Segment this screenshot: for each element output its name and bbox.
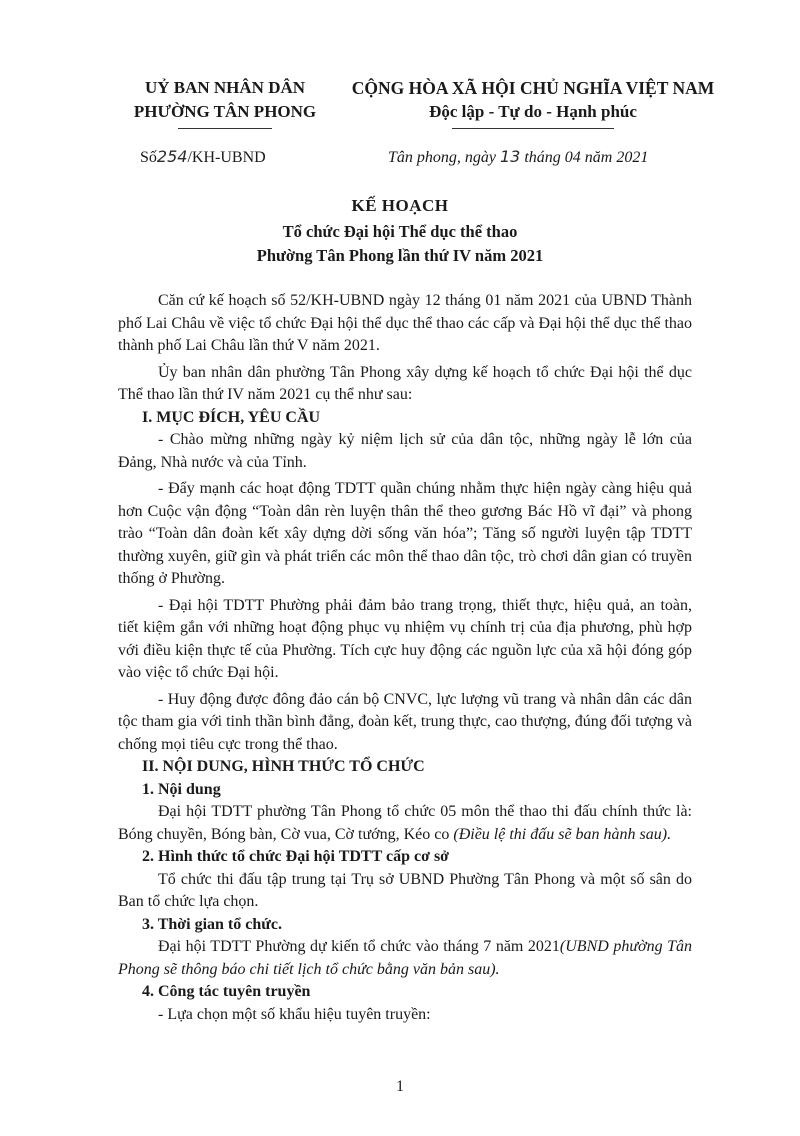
paragraph-format: Tổ chức thi đấu tập trung tại Trụ sở UBND Phường Tân Phong và một số sân do Ban tổ chức lựa chọn. (118, 870, 692, 910)
document-subtitle-1: Tổ chức Đại hội Thể dục thể thao (282, 222, 518, 241)
paragraph-purpose-1: - Chào mừng những ngày kỷ niệm lịch sử của dân tộc, những ngày lễ lớn của Đảng, Nhà nước và của Tỉnh. (118, 431, 692, 471)
document-body (118, 290, 692, 1026)
national-header (338, 76, 728, 124)
doc-number-prefix: Số (140, 149, 157, 166)
paragraph-intro: Ủy ban nhân dân phường Tân Phong xây dựng kế hoạch tổ chức Đại hội thể dục Thể thao lần thứ IV năm 2021 cụ thể như sau: (118, 363, 692, 403)
heading-propaganda: 4. Công tác tuyên truyền (142, 983, 311, 1000)
content-text: Đại hội TDTT phường Tân Phong tổ chức 05 môn thể thao thi đấu chính thức là: Bóng chuyền, Bóng bàn, Cờ vua, Cờ tướng, Kéo co (118, 803, 692, 843)
paragraph-purpose-3: - Đại hội TDTT Phường phải đảm bảo trang trọng, thiết thực, hiệu quả, an toàn, tiết kiệm gắn với những hoạt động phục vụ nhiệm vụ chính trị của địa phương, phù hợp với điều kiện thực tế của Phường. Tích cực huy động các nguồn lực của xã hội đóng góp vào việc tổ chức Đại hội. (118, 596, 692, 681)
paragraph-purpose-2: - Đẩy mạnh các hoạt động TDTT quần chúng nhằm thực hiện ngày càng hiệu quả hơn Cuộc vận động “Toàn dân rèn luyện thân thể theo gương Bác Hồ vĩ đại” và phong trào “Toàn dân đoàn kết xây dựng dời sống văn hóa”; Tăng số người luyện tập TDTT thường xuyên, giữ gìn và phát triển các môn thể thao dân tộc, trò chơi dân gian có truyền thống ở Phường. (118, 480, 692, 587)
issuing-organization (100, 76, 350, 124)
paragraph-legal-basis: Căn cứ kế hoạch số 52/KH-UBND ngày 12 tháng 01 năm 2021 của UBND Thành phố Lai Châu về việc tổ chức Đại hội thể dục thể thao các cấp và Đại hội thể dục thể thao thành phố Lai Châu lần thứ V năm 2021. (118, 292, 692, 354)
national-motto: Độc lập - Tự do - Hạnh phúc (429, 102, 637, 121)
content-note: (Điều lệ thi đấu sẽ ban hành sau). (453, 825, 672, 843)
motto-underline (452, 128, 614, 129)
time-text: Đại hội TDTT Phường dự kiến tổ chức vào tháng 7 năm 2021 (158, 938, 560, 955)
date-suffix: tháng 04 năm 2021 (524, 149, 649, 166)
org-line-2: PHƯỜNG TÂN PHONG (133, 102, 317, 121)
date-prefix: Tân phong, ngày (388, 149, 496, 166)
document-date (388, 147, 648, 167)
heading-time: 3. Thời gian tổ chức. (142, 915, 282, 933)
org-line-1: UỶ BAN NHÂN DÂN (144, 78, 306, 97)
doc-number-suffix: /KH-UBND (187, 149, 266, 166)
page-number: 1 (396, 1078, 404, 1095)
heading-section-1: I. MỤC ĐÍCH, YÊU CẦU (142, 408, 321, 426)
time-note: (UBND phường Tân Phong sẽ thông báo chi tiết lịch tổ chức bằng văn bản sau). (118, 938, 693, 978)
heading-section-2: II. NỘI DUNG, HÌNH THỨC TỔ CHỨC (142, 758, 425, 775)
document-number (140, 147, 266, 167)
document-subtitle-2: Phường Tân Phong lần thứ IV năm 2021 (256, 246, 544, 265)
heading-format: 2. Hình thức tổ chức Đại hội TDTT cấp cơ sở (142, 848, 450, 865)
heading-content: 1. Nội dung (142, 780, 221, 798)
doc-number-handwritten: 254 (156, 147, 188, 166)
date-day-handwritten: 13 (500, 147, 521, 166)
paragraph-time (118, 936, 692, 981)
nation-name: CỘNG HÒA XÃ HỘI CHỦ NGHĨA VIỆT NAM (351, 78, 715, 98)
paragraph-propaganda: - Lựa chọn một số khẩu hiệu tuyên truyền: (158, 1005, 431, 1023)
paragraph-purpose-4: - Huy động được đông đảo cán bộ CNVC, lực lượng vũ trang và nhân dân các dân tộc tham gia với tinh thần bình đẳng, đoàn kết, trung thực, cao thượng, đúng đối tượng và chống mọi tiêu cực trong thể thao. (118, 690, 692, 753)
org-underline (178, 128, 272, 129)
document-type-title: KẾ HOẠCH (351, 196, 449, 215)
paragraph-content (118, 801, 692, 846)
